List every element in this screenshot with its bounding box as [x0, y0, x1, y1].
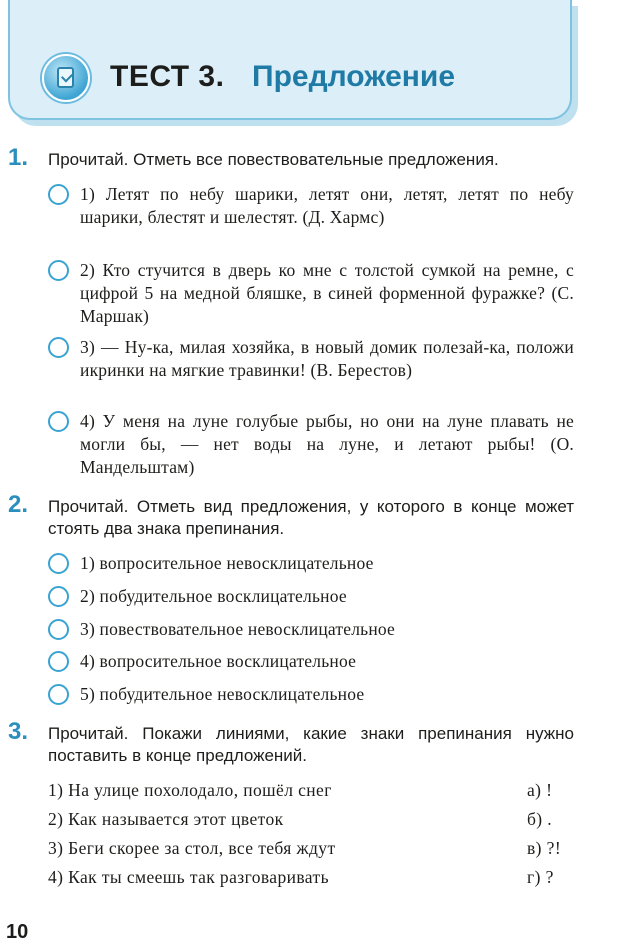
q2-option-2-radio[interactable]: [48, 586, 69, 607]
q3-punct-c[interactable]: в) ?!: [527, 838, 562, 858]
q3-punct-b[interactable]: б) .: [527, 809, 553, 829]
q1-option-4-radio[interactable]: [48, 411, 69, 432]
q3-sentence-3[interactable]: 3) Беги скорее за стол, все тебя ждут: [48, 838, 336, 858]
q3-sentence-2[interactable]: 2) Как называется этот цветок: [48, 809, 284, 829]
test-sheet-check-icon: [42, 54, 90, 102]
q2-option-5-text: 5) побудительное невосклицательное: [80, 684, 365, 704]
question-1-number: 1.: [8, 144, 29, 171]
q3-sentence-1[interactable]: 1) На улице похолодало, пошёл снег: [48, 780, 332, 800]
q2-option-1-radio[interactable]: [48, 553, 69, 574]
q2-option-5-radio[interactable]: [48, 684, 69, 705]
q1-option-3-radio[interactable]: [48, 337, 69, 358]
question-2-instruction: Прочитай. Отметь вид предложения, у которого в конце может стоять два знака препинания.: [48, 497, 574, 538]
test-title: Предложение: [252, 60, 456, 93]
q2-option-3-text: 3) повествовательное невосклицательное: [80, 619, 396, 639]
question-3-number: 3.: [8, 718, 29, 745]
question-1-instruction: Прочитай. Отметь все повествовательные предложения.: [48, 150, 499, 169]
q3-punct-a[interactable]: а) !: [527, 780, 553, 800]
question-3-instruction: Прочитай. Покажи линиями, какие знаки препинания нужно поставить в конце предложений.: [48, 724, 574, 765]
q2-option-3-radio[interactable]: [48, 619, 69, 640]
q1-option-1-radio[interactable]: [48, 184, 69, 205]
q1-option-4-text: 4) У меня на луне голубые рыбы, но они на луне плавать не могли бы, — нет воды на луне, и летают рыбы! (О. Мандельштам): [80, 411, 574, 477]
q3-punct-d[interactable]: г) ?: [527, 867, 554, 887]
q3-sentence-4[interactable]: 4) Как ты смеешь так разговаривать: [48, 867, 329, 887]
q1-option-3-text: 3) — Ну-ка, милая хозяйка, в новый домик полезай-ка, положи икринки на мягкие травинки! (В. Берестов): [80, 337, 574, 380]
q2-option-4-radio[interactable]: [48, 651, 69, 672]
page-number: 10: [6, 921, 29, 943]
q2-option-2-text: 2) побудительное восклицательное: [80, 586, 347, 606]
question-2-number: 2.: [8, 491, 29, 518]
test-label: ТЕСТ 3.: [110, 60, 225, 93]
q1-option-2-text: 2) Кто стучится в дверь ко мне с толстой сумкой на ремне, с цифрой 5 на медной бляшке, в синей форменной фуражке? (С. Маршак): [80, 260, 574, 326]
q1-option-2-radio[interactable]: [48, 260, 69, 281]
q1-option-1-text: 1) Летят по небу шарики, летят они, летят, летят по небу шарики, блестят и шелестят. (Д. Хармс): [80, 184, 574, 227]
q2-option-1-text: 1) вопросительное невосклицательное: [80, 553, 374, 573]
q2-option-4-text: 4) вопросительное восклицательное: [80, 651, 357, 671]
